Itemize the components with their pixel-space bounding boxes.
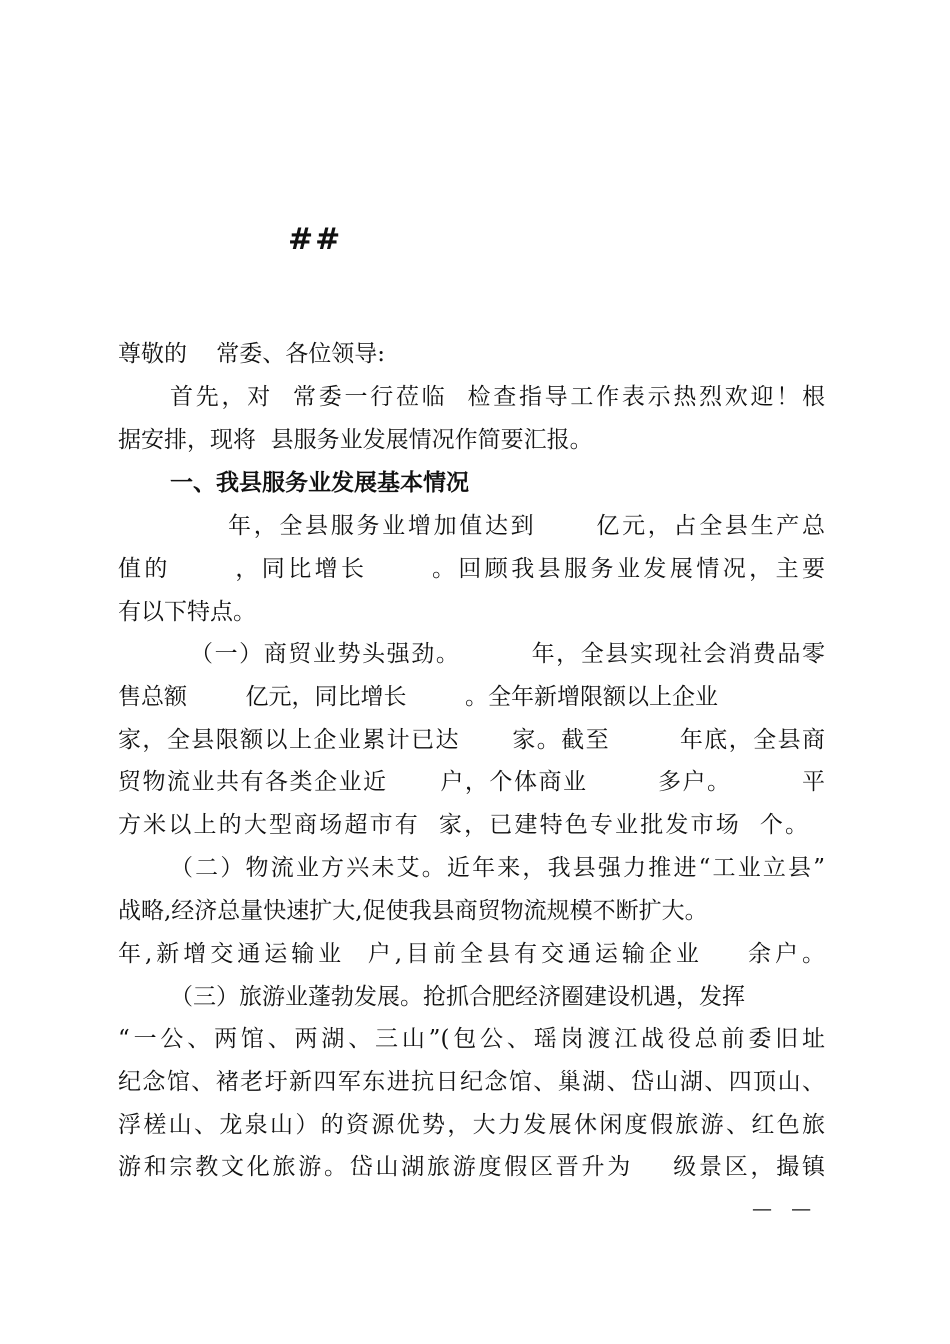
paragraph-line: 纪念馆、褚老圩新四军东进抗日纪念馆、巢湖、岱山湖、四顶山、 <box>118 1069 825 1095</box>
paragraph-line: 售总额 亿元，同比增长 。全年新增限额以上企业 <box>118 684 718 710</box>
subsection-line: （一）商贸业势头强劲。 年，全县实现社会消费品零 <box>190 641 825 667</box>
paragraph-line: “一公、两馆、两湖、三山”(包公、瑶岗渡江战役总前委旧址 <box>118 1026 825 1052</box>
paragraph-line: 值的 ，同比增长 。回顾我县服务业发展情况，主要 <box>118 556 825 582</box>
paragraph-line: 游和宗教文化旅游。岱山湖旅游度假区晋升为 级景区，撮镇 <box>118 1154 825 1180</box>
subsection-line: （三）旅游业蓬勃发展。抢抓合肥经济圈建设机遇，发挥 <box>170 984 745 1010</box>
salutation: 尊敬的 常委、各位领导: <box>118 341 385 367</box>
paragraph-line: 首先，对 常委一行莅临 检查指导工作表示热烈欢迎！根 <box>170 384 825 410</box>
paragraph-line: 年，全县服务业增加值达到 亿元，占全县生产总 <box>228 513 825 539</box>
page-number: — — <box>752 1196 812 1220</box>
paragraph-line: 年,新增交通运输业 户,目前全县有交通运输企业 余户。 <box>118 941 825 967</box>
paragraph-line: 战略,经济总量快速扩大,促使我县商贸物流规模不断扩大。 <box>118 898 708 924</box>
paragraph-line: 有以下特点。 <box>118 599 256 625</box>
subsection-line: （二）物流业方兴未艾。近年来，我县强力推进“工业立县” <box>170 855 825 881</box>
paragraph-line: 浮槎山、龙泉山）的资源优势，大力发展休闲度假旅游、红色旅 <box>118 1112 825 1138</box>
paragraph-line: 据安排，现将 县服务业发展情况作简要汇报。 <box>118 427 593 453</box>
section-heading: 一、我县服务业发展基本情况 <box>170 469 469 496</box>
paragraph-line: 方米以上的大型商场超市有 家，已建特色专业批发市场 个。 <box>118 812 808 838</box>
document-title: ## <box>288 222 343 257</box>
paragraph-line: 贸物流业共有各类企业近 户，个体商业 多户。 平 <box>118 769 825 795</box>
paragraph-line: 家，全县限额以上企业累计已达 家。截至 年底，全县商 <box>118 727 825 753</box>
